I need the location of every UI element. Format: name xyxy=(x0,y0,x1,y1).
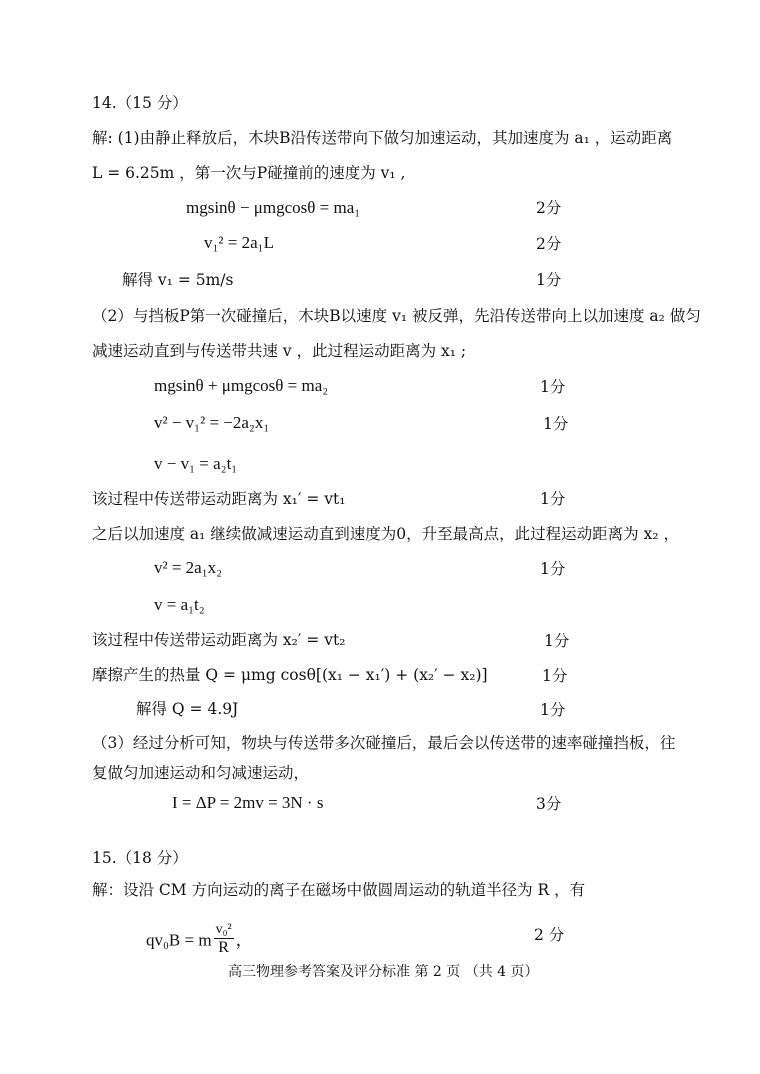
q14-belt-distance-2-score: 1分 xyxy=(544,632,570,650)
q14-equation-5: v − v₁ = a₂t₁ xyxy=(154,454,238,473)
q15-heading: 15.（18 分） xyxy=(92,849,188,867)
q14-equation-6: v² = 2a₁x₂ xyxy=(154,558,223,577)
q14-equation-3: mgsinθ + μmgcosθ = ma₂ xyxy=(154,376,329,395)
q15-equation-1-tail: ， xyxy=(235,930,253,950)
q14-equation-8-score: 3分 xyxy=(536,795,562,813)
q14-part2-line2: 减速运动直到与传送带共速 v ，此过程运动距离为 x₁ ; xyxy=(92,342,467,360)
q14-part3-line1: （3）经过分析可知，物块与传送带多次碰撞后，最后会以传送带的速率碰撞挡板，往 xyxy=(92,734,676,752)
q15-line1: 解：设沿 CM 方向运动的离子在磁场中做圆周运动的轨道半径为 R ，有 xyxy=(92,881,586,899)
q14-equation-1: mgsinθ − μmgcosθ = ma₁ xyxy=(186,198,361,217)
q14-part3-line2: 复做匀加速运动和匀减速运动， xyxy=(92,764,310,782)
q14-belt-distance-1: 该过程中传送带运动距离为 x₁′ = vt₁ xyxy=(92,490,346,508)
q14-heading: 14.（15 分） xyxy=(92,94,188,112)
q14-equation-4: v² − v₁² = −2a₂x₁ xyxy=(154,413,270,432)
q14-result-1: 解得 v₁ = 5m/s xyxy=(122,271,234,289)
q14-belt-distance-1-score: 1分 xyxy=(540,490,566,508)
q14-equation-3-score: 1分 xyxy=(540,378,566,396)
q14-equation-1-score: 2分 xyxy=(536,199,562,217)
q14-equation-8: I = ΔP = 2mv = 3N · s xyxy=(172,793,324,812)
q14-result-2: 解得 Q = 4.9J xyxy=(136,700,239,718)
q14-part2-line1: （2）与挡板P第一次碰撞后，木块B以速度 v₁ 被反弹，先沿传送带向上以加速度 a₂ 做匀 xyxy=(92,307,701,325)
q14-friction-heat: 摩擦产生的热量 Q = μmg cosθ[(x₁ − x₁′) + (x₂′ − x₂)] xyxy=(92,666,488,684)
q15-equation-1-numerator: v₀² xyxy=(215,922,232,937)
q14-equation-7: v = a₁t₂ xyxy=(154,595,205,614)
q14-belt-distance-2: 该过程中传送带运动距离为 x₂′ = vt₂ xyxy=(92,631,346,649)
q14-part1-line1: 解: (1)由静止释放后，木块B沿传送带向下做匀加速运动，其加速度为 a₁ ，运动距离 xyxy=(92,129,673,147)
q14-part1-line2: L = 6.25m ，第一次与P碰撞前的速度为 v₁ , xyxy=(92,164,406,182)
q14-result-2-score: 1分 xyxy=(540,701,566,719)
q15-equation-1-lhs: qv₀B = m xyxy=(146,930,212,950)
q15-equation-1-denominator: R xyxy=(218,939,229,956)
q14-equation-4-score: 1分 xyxy=(543,415,569,433)
q14-result-1-score: 1分 xyxy=(536,271,562,289)
q14-part2-line3: 之后以加速度 a₁ 继续做减速运动直到速度为0，升至最高点，此过程运动距离为 x₂ ， xyxy=(92,525,679,543)
q14-equation-2: v₁² = 2a₁L xyxy=(204,233,274,252)
q15-equation-1 xyxy=(146,924,253,959)
q15-equation-1-fraction xyxy=(214,922,234,957)
q14-friction-heat-score: 1分 xyxy=(542,667,568,685)
q14-equation-2-score: 2分 xyxy=(536,235,562,253)
q15-equation-1-score: 2 分 xyxy=(534,926,565,944)
page-footer: 高三物理参考答案及评分标准 第 2 页 （共 4 页） xyxy=(228,964,539,980)
q14-equation-6-score: 1分 xyxy=(540,560,566,578)
